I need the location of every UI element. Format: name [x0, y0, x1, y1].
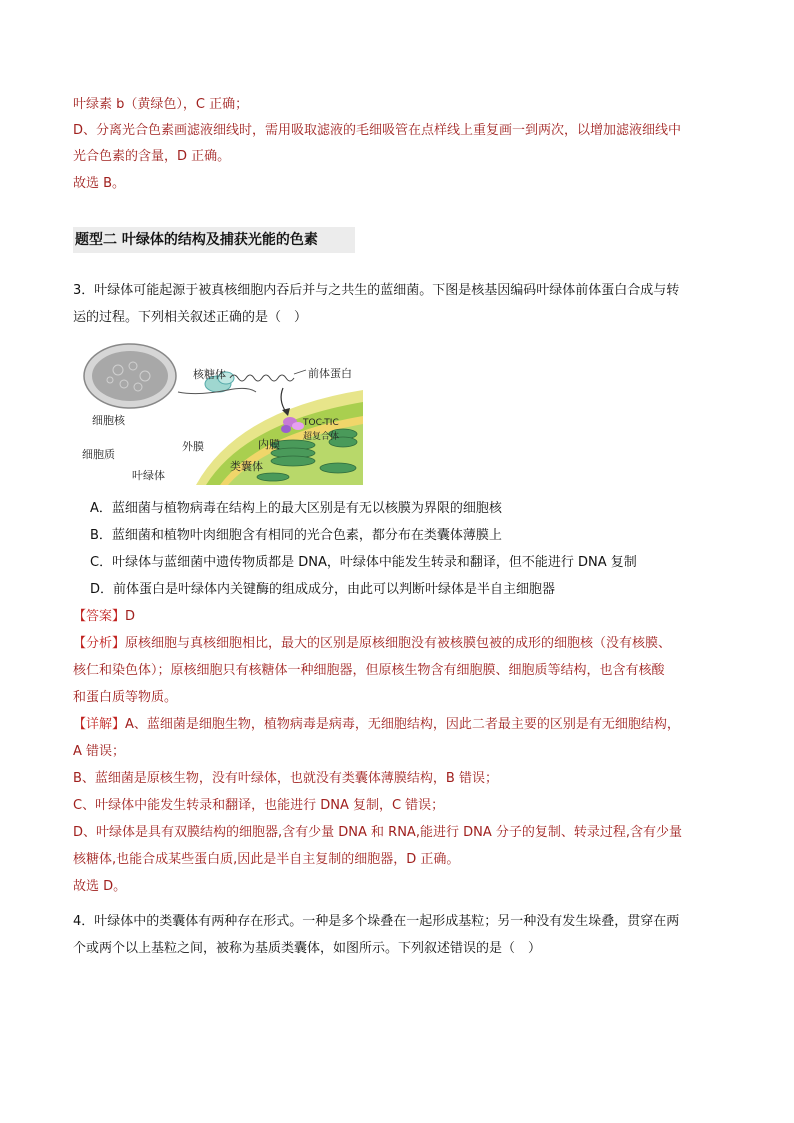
chloroplast-label: 叶绿体: [132, 469, 165, 482]
supercomplex-label: 超复合体: [303, 432, 340, 442]
section-heading: 题型二 叶绿体的结构及捕获光能的色素: [73, 227, 355, 253]
precursor-protein-label: 前体蛋白: [308, 367, 352, 380]
prev-answer-line-2: D、分离光合色素画滤液细线时，需用吸取滤液的毛细吸管在点样线上重复画一到两次，以增加滤液细线中: [73, 123, 682, 138]
q3-stem-line-2: 运的过程。下列相关叙述正确的是（ ）: [73, 310, 308, 325]
prev-answer-line-3: 光合色素的含量，D 正确。: [73, 149, 231, 164]
q3-option-c: C．叶绿体与蓝细菌中遗传物质都是 DNA，叶绿体中能发生转录和翻译，但不能进行 DNA 复制: [90, 555, 637, 570]
thylakoid-label: 类囊体: [230, 460, 263, 473]
detail-text-1: A、蓝细菌是细胞生物，植物病毒是病毒，无细胞结构，因此二者最主要的区别是有无细胞结构，: [125, 717, 680, 732]
prev-answer-conclusion: 故选 B。: [73, 176, 126, 191]
q3-analysis-line-3: 和蛋白质等物质。: [73, 690, 178, 705]
q4-stem-line-1: 4．叶绿体中的类囊体有两种存在形式。一种是多个垛叠在一起形成基粒；另一种没有发生垛叠，贯穿在两: [73, 914, 680, 929]
q3-conclusion: 故选 D。: [73, 879, 127, 894]
q3-stem-line-1: 3．叶绿体可能起源于被真核细胞内吞后并与之共生的蓝细菌。下图是核基因编码叶绿体前体蛋白合成与转: [73, 283, 680, 298]
nucleus-label: 细胞核: [92, 414, 125, 427]
q3-detail-line-3: B、蓝细菌是原核生物，没有叶绿体，也就没有类囊体薄膜结构，B 错误；: [73, 771, 498, 786]
q3-detail-line-5: D、叶绿体是具有双膜结构的细胞器,含有少量 DNA 和 RNA,能进行 DNA 分子的复制、转录过程,含有少量: [73, 825, 682, 840]
q3-detail-line-2: A 错误；: [73, 744, 126, 759]
inner-membrane-label: 内膜: [258, 438, 280, 451]
q3-option-b: B．蓝细菌和植物叶肉细胞含有相同的光合色素，都分布在类囊体薄膜上: [90, 528, 502, 543]
q3-answer-line: [73, 607, 135, 627]
analysis-text-1: 原核细胞与真核细胞相比，最大的区别是原核细胞没有被核膜包被的成形的细胞核（没有核膜、: [125, 636, 672, 651]
answer-value: D: [125, 609, 136, 624]
q4-stem-line-2: 个或两个以上基粒之间，被称为基质类囊体，如图所示。下列叙述错误的是（ ）: [73, 941, 542, 956]
q3-option-a: A．蓝细菌与植物病毒在结构上的最大区别是有无以核膜为界限的细胞核: [90, 501, 502, 516]
q3-analysis-line-1: [73, 634, 671, 654]
cytoplasm-label: 细胞质: [82, 448, 115, 461]
prev-answer-line-1: 叶绿素 b（黄绿色），C 正确；: [73, 97, 249, 112]
q3-option-d: D．前体蛋白是叶绿体内关键酶的组成成分，由此可以判断叶绿体是半自主细胞器: [90, 582, 556, 597]
q3-detail-line-6: 核糖体,也能合成某些蛋白质,因此是半自主复制的细胞器，D 正确。: [73, 852, 460, 867]
detail-tag: 【详解】: [73, 717, 126, 732]
q3-detail-line-1: [73, 715, 680, 735]
q3-detail-line-4: C、叶绿体中能发生转录和翻译，也能进行 DNA 复制，C 错误；: [73, 798, 445, 813]
toc-tic-label: TOC-TIC: [303, 418, 339, 428]
analysis-tag: 【分析】: [73, 636, 126, 651]
q3-analysis-line-2: 核仁和染色体）；原核细胞只有核糖体一种细胞器，但原核生物含有细胞膜、细胞质等结构，也含有核酸: [73, 663, 665, 678]
chloroplast-protein-transport-figure: [78, 340, 363, 485]
answer-tag: 【答案】: [73, 609, 126, 624]
ribosome-label: 核糖体: [193, 368, 226, 381]
outer-membrane-label: 外膜: [182, 440, 204, 453]
